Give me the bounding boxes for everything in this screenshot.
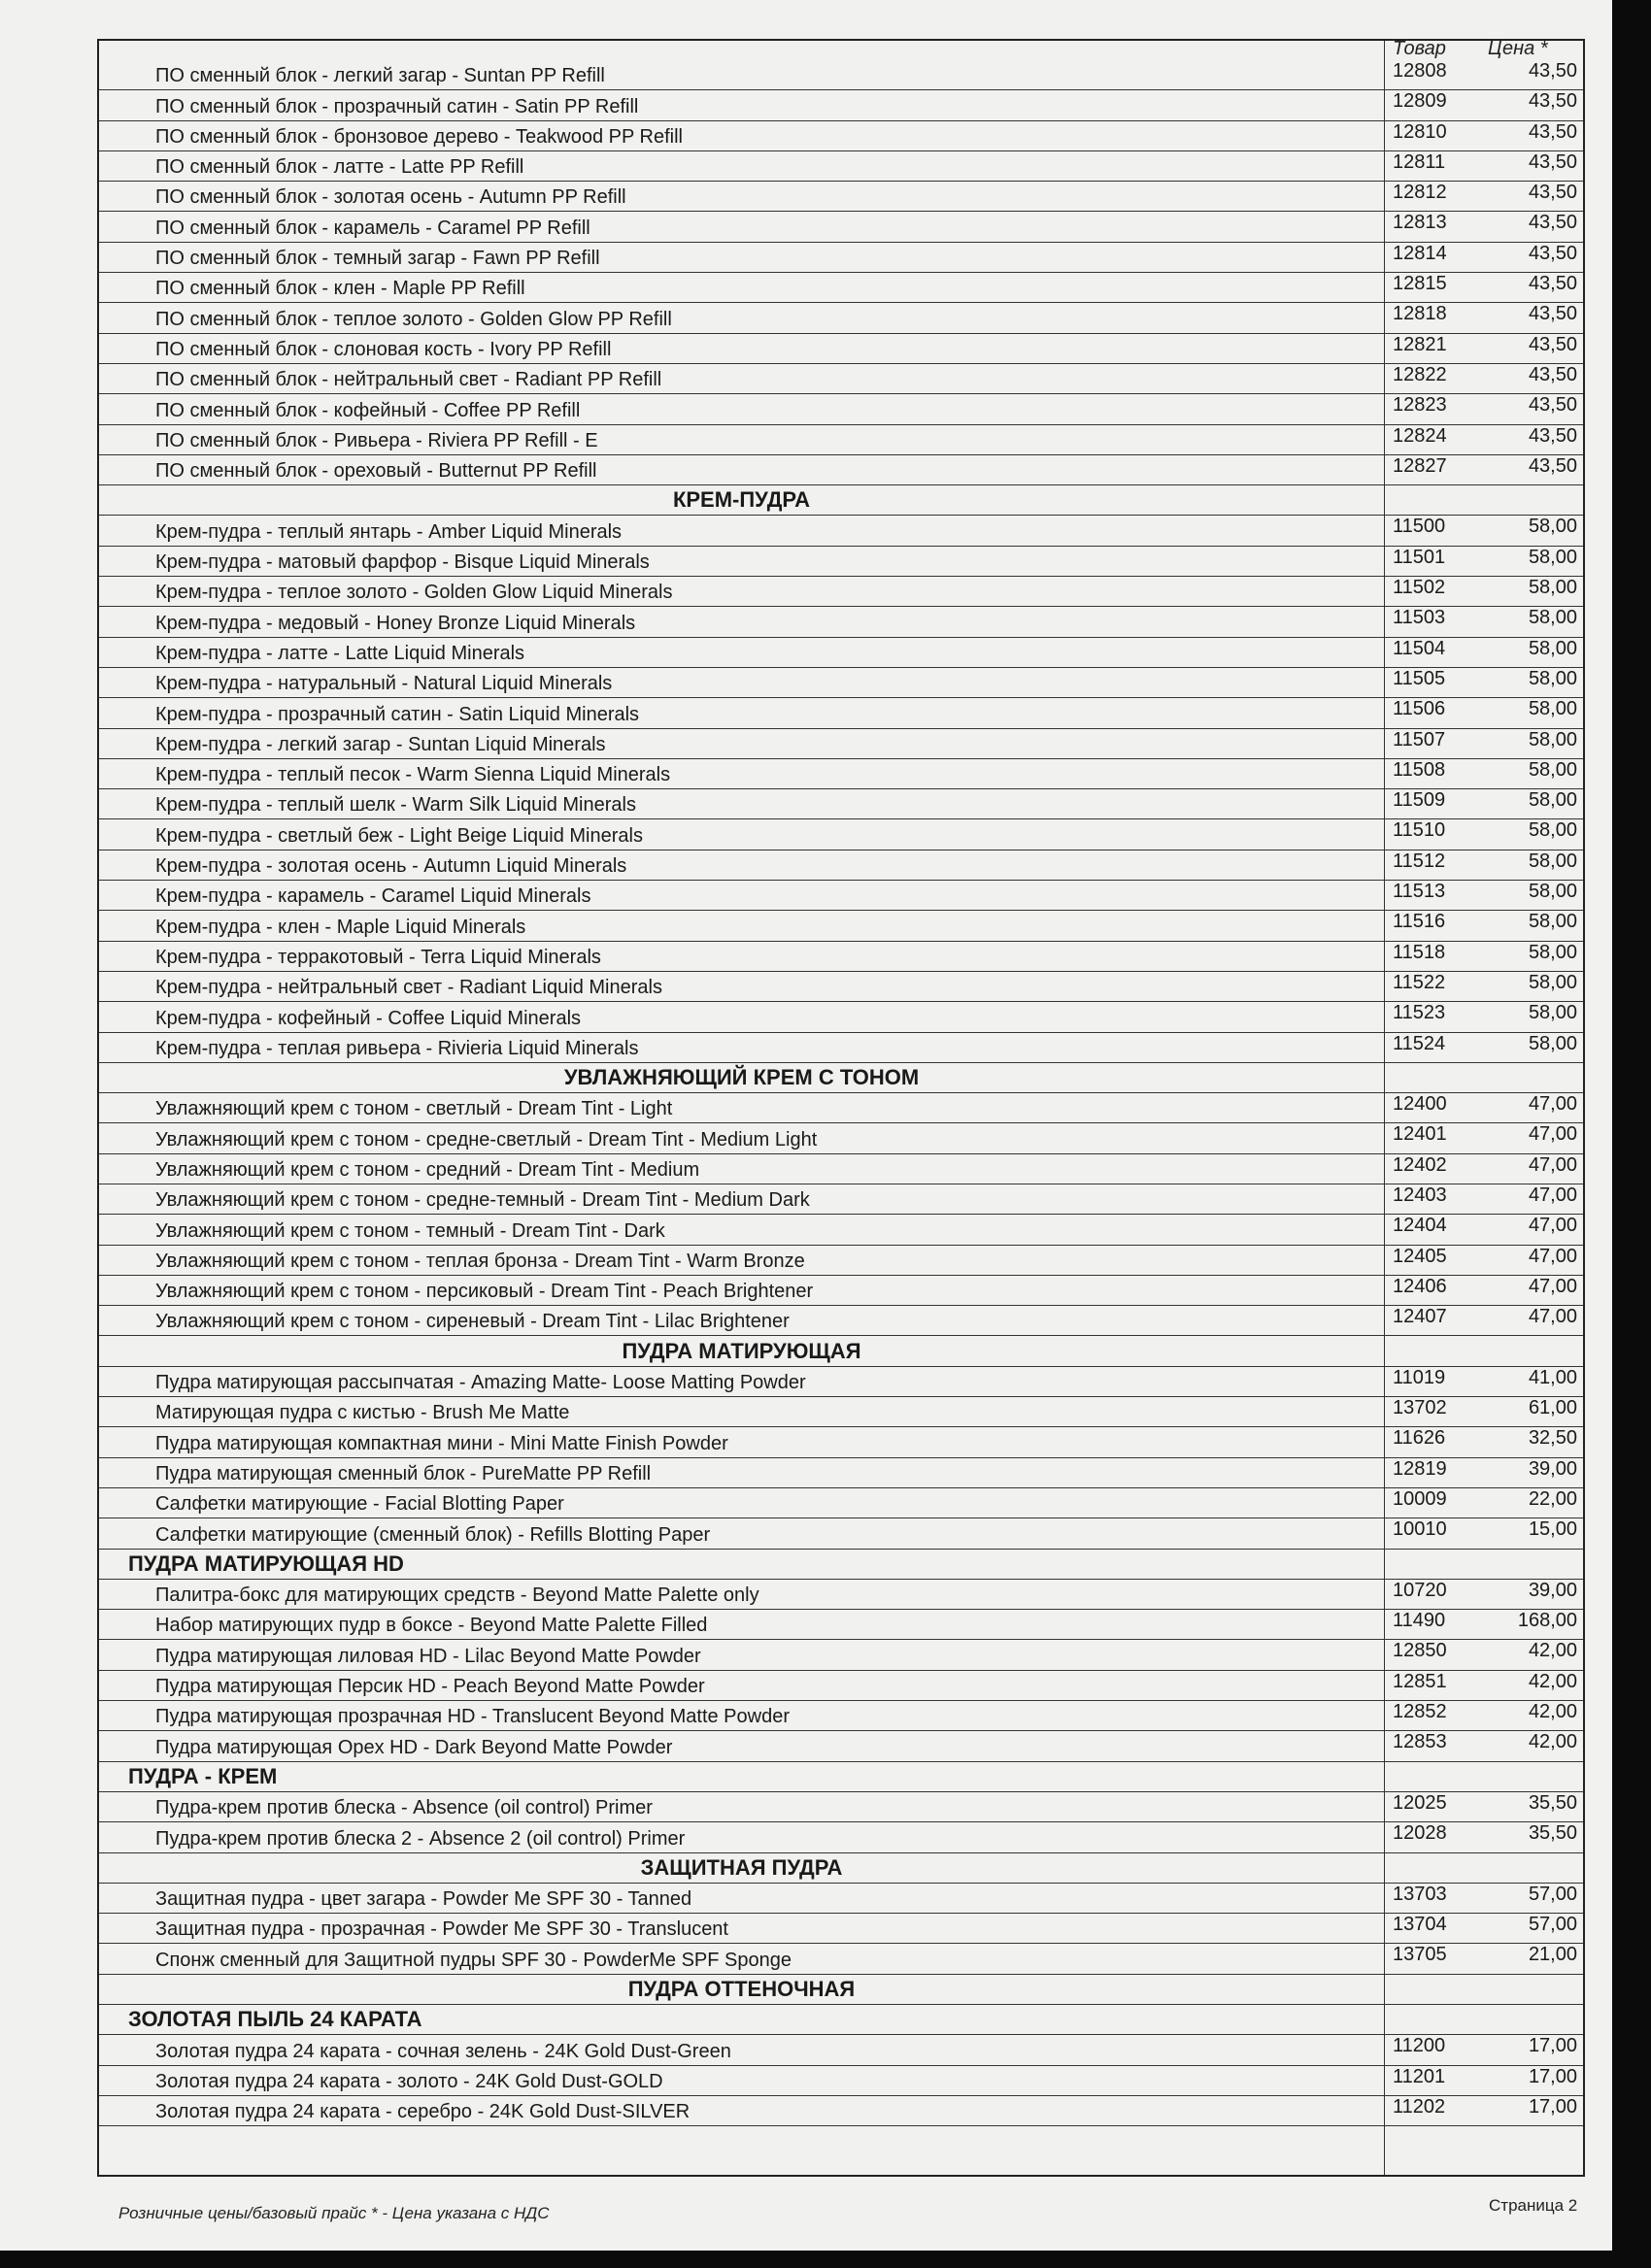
table-row [99,1458,1583,1488]
table-row [99,942,1583,972]
product-name: Пудра матирующая Персик HD - Peach Beyond Matte Powder [155,1676,705,1698]
product-name: Увлажняющий крем с тоном - светлый - Dream Tint - Light [155,1098,673,1120]
table-row [99,759,1583,789]
product-price: 58,00 [1528,667,1577,689]
section-title: УВЛАЖНЯЮЩИЙ КРЕМ С ТОНОМ [563,1065,920,1090]
product-name: ПО сменный блок - теплое золото - Golden Glow PP Refill [155,308,672,330]
product-name: Салфетки матирующие - Facial Blotting Paper [155,1493,564,1516]
product-name: Золотая пудра 24 карата - серебро - 24K Gold Dust-SILVER [155,2101,691,2123]
product-code: 11523 [1393,1002,1446,1024]
product-code: 11516 [1393,911,1446,933]
product-code: 12821 [1393,333,1447,355]
product-name: Крем-пудра - теплый шелк - Warm Silk Liquid Minerals [155,794,636,817]
product-code: 11522 [1393,971,1446,993]
table-row [99,303,1583,333]
table-row [99,2066,1583,2096]
table-row [99,577,1583,607]
product-code: 12407 [1393,1306,1447,1328]
product-name: ПО сменный блок - золотая осень - Autumn PP Refill [155,186,626,209]
product-price: 32,50 [1528,1427,1577,1450]
footer-note: Розничные цены/базовый прайс * - Цена указана с НДС [118,2204,550,2222]
product-price: 39,00 [1528,1457,1577,1480]
product-name: Крем-пудра - золотая осень - Autumn Liquid Minerals [155,855,627,878]
section-title: ЗОЛОТАЯ ПЫЛЬ 24 КАРАТА [128,2007,422,2032]
table-row [99,273,1583,303]
product-code: 12824 [1393,424,1447,447]
product-code: 12851 [1393,1670,1447,1692]
product-code: 12852 [1393,1701,1447,1723]
product-code: 12810 [1393,120,1447,143]
product-code: 12405 [1393,1245,1447,1267]
table-row [99,1215,1583,1245]
product-price: 168,00 [1517,1610,1577,1632]
product-name: Пудра матирующая прозрачная HD - Translucent Beyond Matte Powder [155,1706,790,1728]
product-price: 47,00 [1528,1184,1577,1206]
table-row [99,212,1583,242]
product-name: Защитная пудра - цвет загара - Powder Me SPF 30 - Tanned [155,1888,692,1911]
product-code: 12025 [1393,1791,1447,1814]
product-price: 43,50 [1528,303,1577,325]
table-row [99,547,1583,577]
product-code: 12400 [1393,1093,1447,1116]
product-name: Защитная пудра - прозрачная - Powder Me SPF 30 - Translucent [155,1918,728,1941]
product-code: 12827 [1393,454,1447,477]
product-price: 43,50 [1528,90,1577,113]
product-price: 58,00 [1528,516,1577,538]
product-price: 58,00 [1528,758,1577,781]
product-code: 11512 [1393,850,1446,872]
section-title: ПУДРА МАТИРУЮЩАЯ HD [128,1551,404,1576]
product-price: 58,00 [1528,607,1577,629]
product-name: Крем-пудра - кофейный - Coffee Liquid Minerals [155,1007,582,1029]
table-row [99,1276,1583,1306]
product-code: 11490 [1393,1610,1446,1632]
product-price: 43,50 [1528,120,1577,143]
product-price: 43,50 [1528,454,1577,477]
product-price: 61,00 [1528,1397,1577,1419]
table-row [99,243,1583,273]
product-price: 35,50 [1528,1822,1577,1845]
table-row [99,364,1583,394]
product-code: 11510 [1393,819,1446,842]
product-price: 35,50 [1528,1791,1577,1814]
product-price: 43,50 [1528,150,1577,173]
table-row [99,972,1583,1002]
section-header-row [99,1853,1583,1884]
product-code: 12404 [1393,1215,1447,1237]
product-name: Крем-пудра - латте - Latte Liquid Minerals [155,642,525,664]
table-row [99,668,1583,698]
product-code: 10720 [1393,1579,1447,1601]
table-row [99,911,1583,941]
product-price: 47,00 [1528,1093,1577,1116]
section-header-row [99,1975,1583,2005]
product-code: 12402 [1393,1153,1447,1176]
product-code: 11508 [1393,758,1446,781]
product-code: 12823 [1393,394,1447,417]
table-row [99,1246,1583,1276]
product-name: ПО сменный блок - клен - Maple PP Refill [155,278,525,300]
header-price-label: Цена * [1488,38,1548,59]
product-price: 58,00 [1528,911,1577,933]
product-price: 43,50 [1528,273,1577,295]
table-row [99,1154,1583,1184]
product-price: 43,50 [1528,60,1577,82]
product-price: 57,00 [1528,1914,1577,1936]
product-code: 12815 [1393,273,1447,295]
product-code: 12853 [1393,1731,1447,1753]
product-name: Пудра матирующая сменный блок - PureMatte PP Refill [155,1462,652,1484]
product-price: 47,00 [1528,1245,1577,1267]
table-row [99,334,1583,364]
table-row [99,1518,1583,1549]
table-row [99,182,1583,212]
product-code: 12028 [1393,1822,1447,1845]
table-row [99,121,1583,151]
product-price: 58,00 [1528,728,1577,750]
table-row [99,90,1583,120]
section-title: ПУДРА МАТИРУЮЩАЯ [622,1338,861,1363]
section-title: ПУДРА - КРЕМ [128,1763,278,1788]
table-row [99,60,1583,90]
product-price: 42,00 [1528,1731,1577,1753]
product-name: Пудра матирующая лиловая HD - Lilac Beyond Matte Powder [155,1645,701,1667]
table-row [99,638,1583,668]
product-price: 47,00 [1528,1215,1577,1237]
product-name: Увлажняющий крем с тоном - темный - Dream Tint - Dark [155,1219,665,1242]
product-name: Крем-пудра - светлый беж - Light Beige Liquid Minerals [155,824,643,847]
product-name: Пудра матирующая компактная мини - Mini Matte Finish Powder [155,1432,728,1454]
product-price: 47,00 [1528,1153,1577,1176]
table-row [99,2035,1583,2065]
product-code: 13705 [1393,1944,1447,1966]
product-name: Крем-пудра - терракотовый - Terra Liquid Minerals [155,946,601,968]
page-number: Страница 2 [1489,2196,1578,2215]
product-name: Увлажняющий крем с тоном - средне-темный - Dream Tint - Medium Dark [155,1189,810,1212]
product-code: 11524 [1393,1032,1446,1054]
product-name: ПО сменный блок - латте - Latte PP Refill [155,156,524,179]
product-name: Крем-пудра - прозрачный сатин - Satin Liquid Minerals [155,703,640,725]
product-price: 58,00 [1528,819,1577,842]
product-price: 17,00 [1528,2065,1577,2087]
product-name: Крем-пудра - карамель - Caramel Liquid Minerals [155,885,591,908]
product-price: 47,00 [1528,1123,1577,1146]
product-price: 41,00 [1528,1366,1577,1388]
product-name: ПО сменный блок - бронзовое дерево - Teakwood PP Refill [155,125,683,148]
product-code: 12809 [1393,90,1447,113]
product-price: 43,50 [1528,242,1577,264]
product-code: 11201 [1393,2065,1446,2087]
table-row [99,455,1583,485]
product-price: 58,00 [1528,698,1577,720]
table-row [99,1123,1583,1153]
product-code: 11504 [1393,637,1446,659]
product-name: Матирующая пудра с кистью - Brush Me Matte [155,1402,570,1424]
product-code: 13704 [1393,1914,1447,1936]
product-code: 12811 [1393,150,1446,173]
product-name: ПО сменный блок - слоновая кость - Ivory PP Refill [155,338,612,360]
price-table [97,39,1585,2177]
product-price: 58,00 [1528,850,1577,872]
table-row [99,789,1583,819]
table-row [99,1184,1583,1215]
table-row [99,1367,1583,1397]
product-name: ПО сменный блок - кофейный - Coffee PP Refill [155,399,581,421]
section-header-row [99,1336,1583,1366]
product-price: 43,50 [1528,424,1577,447]
product-code: 11202 [1393,2095,1446,2118]
product-code: 11501 [1393,546,1446,568]
product-name: Увлажняющий крем с тоном - средний - Dream Tint - Medium [155,1158,700,1181]
table-row [99,1701,1583,1731]
product-price: 47,00 [1528,1306,1577,1328]
product-name: Палитра-бокс для матирующих средств - Beyond Matte Palette only [155,1584,759,1607]
product-name: Пудра матирующая Opex HD - Dark Beyond Matte Powder [155,1736,673,1758]
product-price: 58,00 [1528,971,1577,993]
table-row [99,1610,1583,1640]
product-price: 58,00 [1528,1002,1577,1024]
product-name: Золотая пудра 24 карата - сочная зелень - 24K Gold Dust-Green [155,2040,731,2062]
table-row [99,1093,1583,1123]
table-row [99,1488,1583,1518]
product-name: Увлажняющий крем с тоном - сиреневый - Dream Tint - Lilac Brightener [155,1311,790,1333]
product-name: Крем-пудра - матовый фарфор - Bisque Liquid Minerals [155,551,650,574]
product-name: Крем-пудра - теплое золото - Golden Glow Liquid Minerals [155,582,673,604]
table-row [99,516,1583,546]
table-row [99,1002,1583,1032]
header-code-label: Товар [1393,38,1446,59]
table-row [99,1306,1583,1336]
product-price: 21,00 [1528,1944,1577,1966]
product-code: 12812 [1393,182,1447,204]
table-row [99,425,1583,455]
product-price: 42,00 [1528,1701,1577,1723]
product-price: 42,00 [1528,1670,1577,1692]
product-price: 39,00 [1528,1579,1577,1601]
table-row [99,698,1583,728]
table-row [99,2096,1583,2126]
product-name: ПО сменный блок - прозрачный сатин - Satin PP Refill [155,95,639,117]
product-price: 43,50 [1528,333,1577,355]
product-name: ПО сменный блок - темный загар - Fawn PP Refill [155,248,600,270]
product-price: 58,00 [1528,546,1577,568]
product-code: 11626 [1393,1427,1446,1450]
product-name: Крем-пудра - теплая ривьера - Rivieria Liquid Minerals [155,1037,639,1059]
product-code: 11019 [1393,1366,1446,1388]
product-code: 11509 [1393,789,1446,812]
product-name: Крем-пудра - легкий загар - Suntan Liquid Minerals [155,733,606,755]
table-row [99,1671,1583,1701]
section-header-row [99,485,1583,516]
product-name: ПО сменный блок - легкий загар - Suntan PP Refill [155,65,605,87]
table-row [99,607,1583,637]
product-code: 13702 [1393,1397,1447,1419]
table-row [99,850,1583,881]
table-row [99,1397,1583,1427]
product-code: 12819 [1393,1457,1447,1480]
product-price: 58,00 [1528,1032,1577,1054]
product-code: 12406 [1393,1275,1447,1297]
product-name: ПО сменный блок - нейтральный свет - Radiant PP Refill [155,369,662,391]
product-code: 11513 [1393,881,1446,903]
table-header [99,38,1583,60]
table-row [99,1914,1583,1944]
table-row [99,394,1583,424]
table-row [99,1033,1583,1063]
product-code: 13703 [1393,1883,1447,1905]
product-name: Увлажняющий крем с тоном - средне-светлый - Dream Tint - Medium Light [155,1128,818,1151]
product-price: 47,00 [1528,1275,1577,1297]
product-code: 12818 [1393,303,1447,325]
product-name: Золотая пудра 24 карата - золото - 24K Gold Dust-GOLD [155,2070,663,2092]
product-code: 12813 [1393,212,1447,234]
product-name: ПО сменный блок - ореховый - Butternut PP Refill [155,460,597,483]
product-code: 11507 [1393,728,1446,750]
product-price: 15,00 [1528,1518,1577,1541]
table-row [99,1731,1583,1761]
product-price: 58,00 [1528,577,1577,599]
product-code: 11502 [1393,577,1446,599]
product-name: Увлажняющий крем с тоном - персиковый - Dream Tint - Peach Brightener [155,1281,814,1303]
product-name: Крем-пудра - клен - Maple Liquid Minerals [155,916,526,938]
product-code: 11518 [1393,941,1446,963]
product-name: Увлажняющий крем с тоном - теплая бронза - Dream Tint - Warm Bronze [155,1250,805,1272]
product-code: 12850 [1393,1640,1447,1662]
product-name: Крем-пудра - натуральный - Natural Liquid Minerals [155,673,613,695]
product-price: 43,50 [1528,363,1577,385]
section-header-row [99,1550,1583,1580]
product-price: 58,00 [1528,881,1577,903]
product-code: 11200 [1393,2035,1446,2057]
product-code: 10010 [1393,1518,1447,1541]
product-name: Набор матирующих пудр в боксе - Beyond Matte Palette Filled [155,1615,708,1637]
product-code: 11503 [1393,607,1446,629]
table-row [99,1427,1583,1457]
table-row [99,819,1583,850]
product-code: 12401 [1393,1123,1447,1146]
table-rows [99,60,1583,2126]
product-code: 11505 [1393,667,1446,689]
product-name: Крем-пудра - нейтральный свет - Radiant Liquid Minerals [155,977,662,999]
product-price: 43,50 [1528,212,1577,234]
section-header-row [99,2005,1583,2035]
product-name: Пудра-крем против блеска - Absence (oil control) Primer [155,1797,653,1819]
product-name: Пудра матирующая рассыпчатая - Amazing Matte- Loose Matting Powder [155,1372,806,1394]
product-name: Крем-пудра - теплый янтарь - Amber Liquid Minerals [155,520,623,543]
table-row [99,1640,1583,1670]
table-row [99,1580,1583,1610]
product-name: Крем-пудра - медовый - Honey Bronze Liquid Minerals [155,612,636,634]
product-price: 43,50 [1528,394,1577,417]
product-code: 10009 [1393,1487,1447,1510]
product-name: Крем-пудра - теплый песок - Warm Sienna Liquid Minerals [155,764,671,786]
table-row [99,1792,1583,1822]
product-price: 57,00 [1528,1883,1577,1905]
product-price: 22,00 [1528,1487,1577,1510]
product-price: 17,00 [1528,2095,1577,2118]
product-price: 58,00 [1528,637,1577,659]
product-name: ПО сменный блок - Ривьера - Riviera PP Refill - E [155,429,598,451]
section-title: КРЕМ-ПУДРА [672,487,811,513]
product-name: Пудра-крем против блеска 2 - Absence 2 (oil control) Primer [155,1827,686,1850]
table-row [99,1884,1583,1914]
product-code: 11500 [1393,516,1446,538]
product-code: 12814 [1393,242,1447,264]
table-row [99,729,1583,759]
product-code: 11506 [1393,698,1446,720]
product-name: Салфетки матирующие (сменный блок) - Refills Blotting Paper [155,1523,711,1546]
product-price: 58,00 [1528,941,1577,963]
product-code: 12403 [1393,1184,1447,1206]
section-header-row [99,1762,1583,1792]
table-row [99,1822,1583,1852]
product-price: 42,00 [1528,1640,1577,1662]
section-header-row [99,1063,1583,1093]
table-row [99,151,1583,182]
table-row [99,881,1583,911]
product-price: 17,00 [1528,2035,1577,2057]
product-code: 12808 [1393,60,1447,82]
product-name: ПО сменный блок - карамель - Caramel PP Refill [155,217,590,239]
product-price: 58,00 [1528,789,1577,812]
section-title: ЗАЩИТНАЯ ПУДРА [640,1854,843,1880]
product-price: 43,50 [1528,182,1577,204]
product-code: 12822 [1393,363,1447,385]
table-row [99,1944,1583,1974]
section-title: ПУДРА ОТТЕНОЧНАЯ [627,1977,856,2001]
product-name: Спонж сменный для Защитной пудры SPF 30 - PowderMe SPF Sponge [155,1949,792,1971]
